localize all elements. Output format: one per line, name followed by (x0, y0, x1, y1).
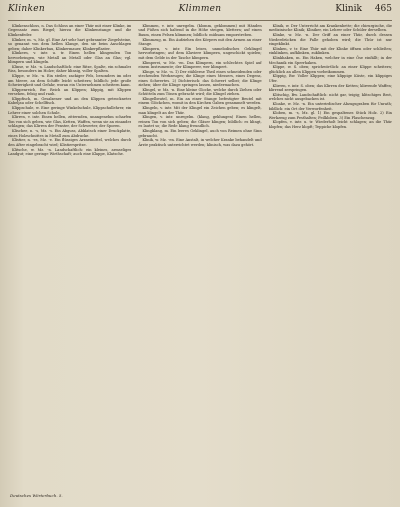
dictionary-entry: Klippschule, w. Eine geringe Winkelschule, Klippschullehrer, ein Lehrer einer solchen Schule. (8, 106, 132, 115)
running-head (8, 4, 392, 21)
dictionary-entry: Klippe, w. S. oben; sprichwörtlich: an einer Klippe scheitern; glücklich an allen Klippen vorbeikommen. (268, 65, 392, 74)
dictionary-entry: Kloake, w. Mz. -n. Ein unterirdischer Abzugsgraben für Unrath; bildlich: ein Ort der Verworfenheit. (268, 102, 392, 111)
dictionary-entry: Klippfisch, m. Gesalzener und an den Klippen getrockneter Kabeljau oder Schellfisch. (8, 97, 132, 106)
header-right (264, 4, 392, 14)
dictionary-entry: Klinkern, v. intr. u. tr. Einen hellen klingenden Ton hervorbringen, wie Metall an Metall oder Glas an Glas; vgl. klimpern und klingeln. (8, 51, 132, 65)
dictionary-entry: Klopfen, v. intr. u. tr. Wiederholt leicht schlagen; an die Thür klopfen; das Herz klopft; Teppiche klopfen. (268, 120, 392, 129)
dictionary-entry: Klinkhaken, m. Ein Haken, welcher in eine Öse einfällt; in der Mechanik ein Sperrhaken. (268, 56, 392, 65)
header-left-word: Klinken (8, 4, 45, 14)
dictionary-entry: Klippenreich, Bw. Reich an Klippen; klippig, mit Klippen versehen, felsig und rauh. (8, 87, 132, 97)
column-right (269, 24, 392, 500)
dictionary-entry: Klingeln, v. intr. Mit der Klingel ein Zeichen geben; es klingelt, man klingelt an der Thür. (138, 106, 262, 115)
dictionary-entry: Klippe, w. Mz. -n. Ein steiler, zackiger Fels, besonders im oder am Meere, an dem Schiffe leicht scheitern; bildlich: jede große Schwierigkeit und Gefahr, woran ein Unternehmen scheitern kann. (8, 74, 132, 88)
text-columns (8, 24, 392, 500)
dictionary-entry: Klippig, Bw. Voller Klippen; eine klippige Küste, ein klippiges Ufer. (268, 74, 392, 83)
page-number: 465 (374, 4, 392, 14)
dictionary-entry: Klinge, w. Mz. -n. 1) Der stählerne Theil eines schneidenden oder stechenden Werkzeuges; die Klinge eines Messers, eines Degens, eines Schwertes. 2) Dichterisch: das Schwert selbst; die Klinge ziehen; über die Klinge springen lassen, niedermachen. (138, 69, 262, 88)
dictionary-entry: Klitsche, w. Mz. -n. Landschaftlich: ein kleines, armseliges Landgut; eine geringe Wirthschaft; auch eine Klappe, Klatsche. (8, 147, 132, 156)
dictionary-entry: Klitschig, Bw. Landschaftlich: nicht gar, teigig; klitschiges Brot, welches nicht ausgebacken ist. (268, 92, 392, 102)
signature-line: Deutsches Wörterbuch. 5. (10, 493, 63, 498)
header-right-word: Klinik (335, 4, 362, 14)
dictionary-entry: Klingel, w. Mz. -n. Eine kleine Glocke, welche durch Ziehen oder Schütteln zum Tönen gebracht wird; die Klingel ziehen. (138, 87, 262, 97)
dictionary-entry: Klistier, n. -es, Mz. -e. Ein flüssiges Arzneimittel, welches durch den After eingebracht wird; Klistierspritze. (8, 138, 132, 147)
dictionary-entry: Klirren, v. intr. Einen hellen, zitternden, unangenehm scharfen Ton von sich geben, wie Glas, Ketten, Waffen, wenn sie an einander schlagen; das Klirren der Fenster, der Schwerter, der Sporen. (8, 115, 132, 129)
dictionary-entry: Klingklang, m. Ein leeres Geklingel, auch von Reimen ohne Sinn gebraucht. (138, 129, 262, 138)
dictionary-entry: Klischee, n. -s, Mz. -s. Ein Abguss, Abklatsch einer Druckplatte, eines Holzschnittes in Metall zum Abdrucke. (8, 129, 132, 138)
dictionary-entry: Klinse, w. Mz. -n. Landschaftlich: eine Ritze, Spalte, ein schmaler Riss, besonders im Holze; daher klinsig, voller Spalten. (8, 64, 132, 74)
dictionary-entry: Klimperei, w. Mz. -en. Das Klimpern, ein schlechtes Spiel auf einem Instrumente; der Klimperer, wer klimpert. (138, 60, 262, 69)
dictionary-entry: Klirren, v. intr. S. oben; das Klirren der Ketten; klirrende Waffen; klirrend zerspringen. (268, 83, 392, 93)
dictionary-entry: Klimpern, v. intr. Ein leises, unmelodisches Geklingel hervorbringen; auf dem Klaviere klimpern, ungeschickt spielen; mit dem Gelde in der Tasche klimpern. (138, 46, 262, 60)
dictionary-entry: Klinik, w. Der Unterricht am Krankenbette; die chirurgische, die medizinische Klinik; Kliniker, ein Lehrer oder Schüler derselben. (268, 24, 392, 33)
dictionary-entry: Klinken, v. tr. Eine Thür mit der Klinke öffnen oder schließen; einklinken, aufklinken, zuklinken. (268, 46, 392, 56)
dictionary-entry: Kloben, m. -s, Mz. gl. 1) Ein gespaltenes Stück Holz. 2) Ein Werkzeug zum Festhalten; Feilkloben. 3) Ein Flaschenzug. (268, 111, 392, 120)
column-middle (138, 24, 261, 500)
dictionary-entry: Klingelbeutel, m. Ein an einer Stange befestigter Beutel mit einem Glöckchen, womit in den Kirchen Gaben gesammelt werden. (138, 97, 262, 106)
dictionary-entry: Klinke, w. Mz. -n. Der Griff an einer Thür, durch dessen Niederdrücken die Falle gehoben wird; die Thür ist nur eingeklinkt. (268, 33, 392, 47)
dictionary-entry: Klimmzug, m. Ein Aufziehen des Körpers mit den Armen an einer Stange. (138, 37, 262, 47)
dictionary-entry: Klimmen, v. intr. unregelm. (klomm, geklommen) mit Händen und Füßen sich haltend in die Höhe steigen, klettern; auf einen Baum, einen Felsen klimmen; bildlich: mühsam emporstreben. (138, 24, 262, 37)
column-left (8, 24, 131, 500)
dictionary-entry: Klinkenschloss, n. Das Schloss an einer Thür mit einer Klinke, im Gegensatz zum Riegel; hierzu die Klinkenstange und die Klinkenfeder. (8, 24, 132, 37)
header-center-word: Klimmen (178, 4, 222, 14)
dictionary-entry: Klingen, v. intr. unregelm. (klang, geklungen) Einen hellen, reinen Ton von sich geben; die Gläser klingen; bildlich: es klingt, es lautet so; die Rede klang freundlich. (138, 115, 262, 129)
dictionary-entry: Klinik, w. Mz. -en. Eine Anstalt, in welcher Kranke behandelt und Ärzte praktisch unterrichtet werden; klinisch, was dazu gehört. (138, 138, 262, 147)
dictionary-entry: Klinker, m. -s, Mz. gl. Eine Art sehr hart gebrannter Ziegelsteine, so genannt von dem hellen Klange, den sie beim Anschlagen geben; daher Klinkerbau, Klinkermauer, Klinkerpflaster. (8, 37, 132, 51)
